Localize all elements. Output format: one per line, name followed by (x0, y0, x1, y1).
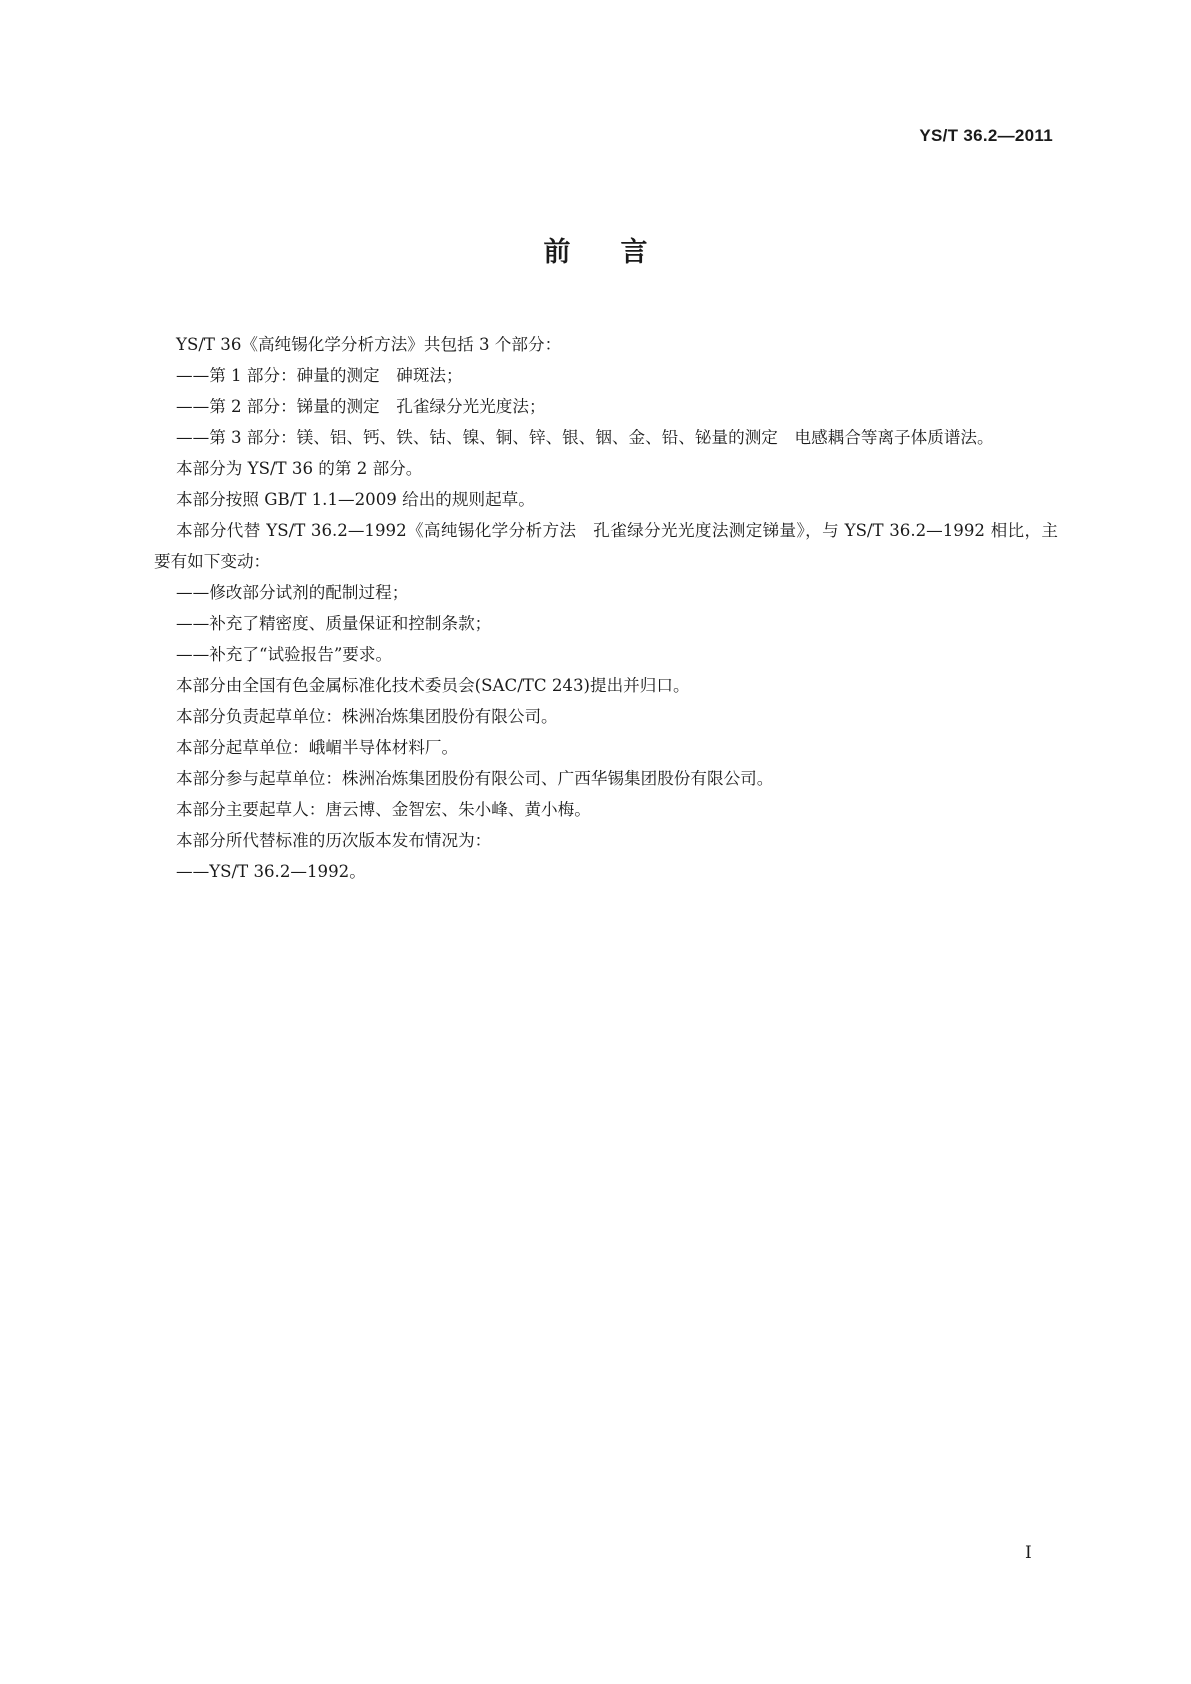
paragraph: 本部分所代替标准的历次版本发布情况为： (176, 831, 492, 850)
list-item: ——YS/T 36.2—1992。 (176, 862, 366, 881)
paragraph: YS/T 36《高纯锡化学分析方法》共包括 3 个部分： (176, 335, 562, 354)
list-item: ——补充了“试验报告”要求。 (176, 645, 393, 664)
list-item: ——补充了精密度、质量保证和控制条款； (176, 614, 492, 633)
page-title: 前言 (543, 237, 698, 268)
page-number: I (1025, 1543, 1032, 1563)
standard-code: YS/T 36.2—2011 (919, 126, 1053, 145)
paragraph: 本部分负责起草单位：株洲冶炼集团股份有限公司。 (176, 707, 558, 726)
list-item: ——修改部分试剂的配制过程； (176, 583, 409, 602)
paragraph: 本部分为 YS/T 36 的第 2 部分。 (176, 459, 423, 478)
paragraph: 本部分起草单位：峨嵋半导体材料厂。 (176, 738, 459, 757)
list-item: ——第 3 部分：镁、铝、钙、铁、钴、镍、铜、锌、银、铟、金、铅、铋量的测定 电感耦合等离子体质谱法。 (176, 428, 994, 447)
paragraph: 本部分主要起草人：唐云博、金智宏、朱小峰、黄小梅。 (176, 800, 591, 819)
paragraph: 本部分参与起草单位：株洲冶炼集团股份有限公司、广西华锡集团股份有限公司。 (176, 769, 774, 788)
paragraph: 本部分由全国有色金属标准化技术委员会(SAC/TC 243)提出并归口。 (176, 676, 690, 695)
list-item: ——第 2 部分：锑量的测定 孔雀绿分光光度法； (176, 397, 546, 416)
preface-body (154, 329, 1058, 887)
paragraph: 本部分按照 GB/T 1.1—2009 给出的规则起草。 (176, 490, 535, 509)
paragraph: 本部分代替 YS/T 36.2—1992《高纯锡化学分析方法 孔雀绿分光光度法测定锑量》，与 YS/T 36.2—1992 相比，主要有如下变动： (154, 521, 1058, 571)
list-item: ——第 1 部分：砷量的测定 砷斑法； (176, 366, 463, 385)
